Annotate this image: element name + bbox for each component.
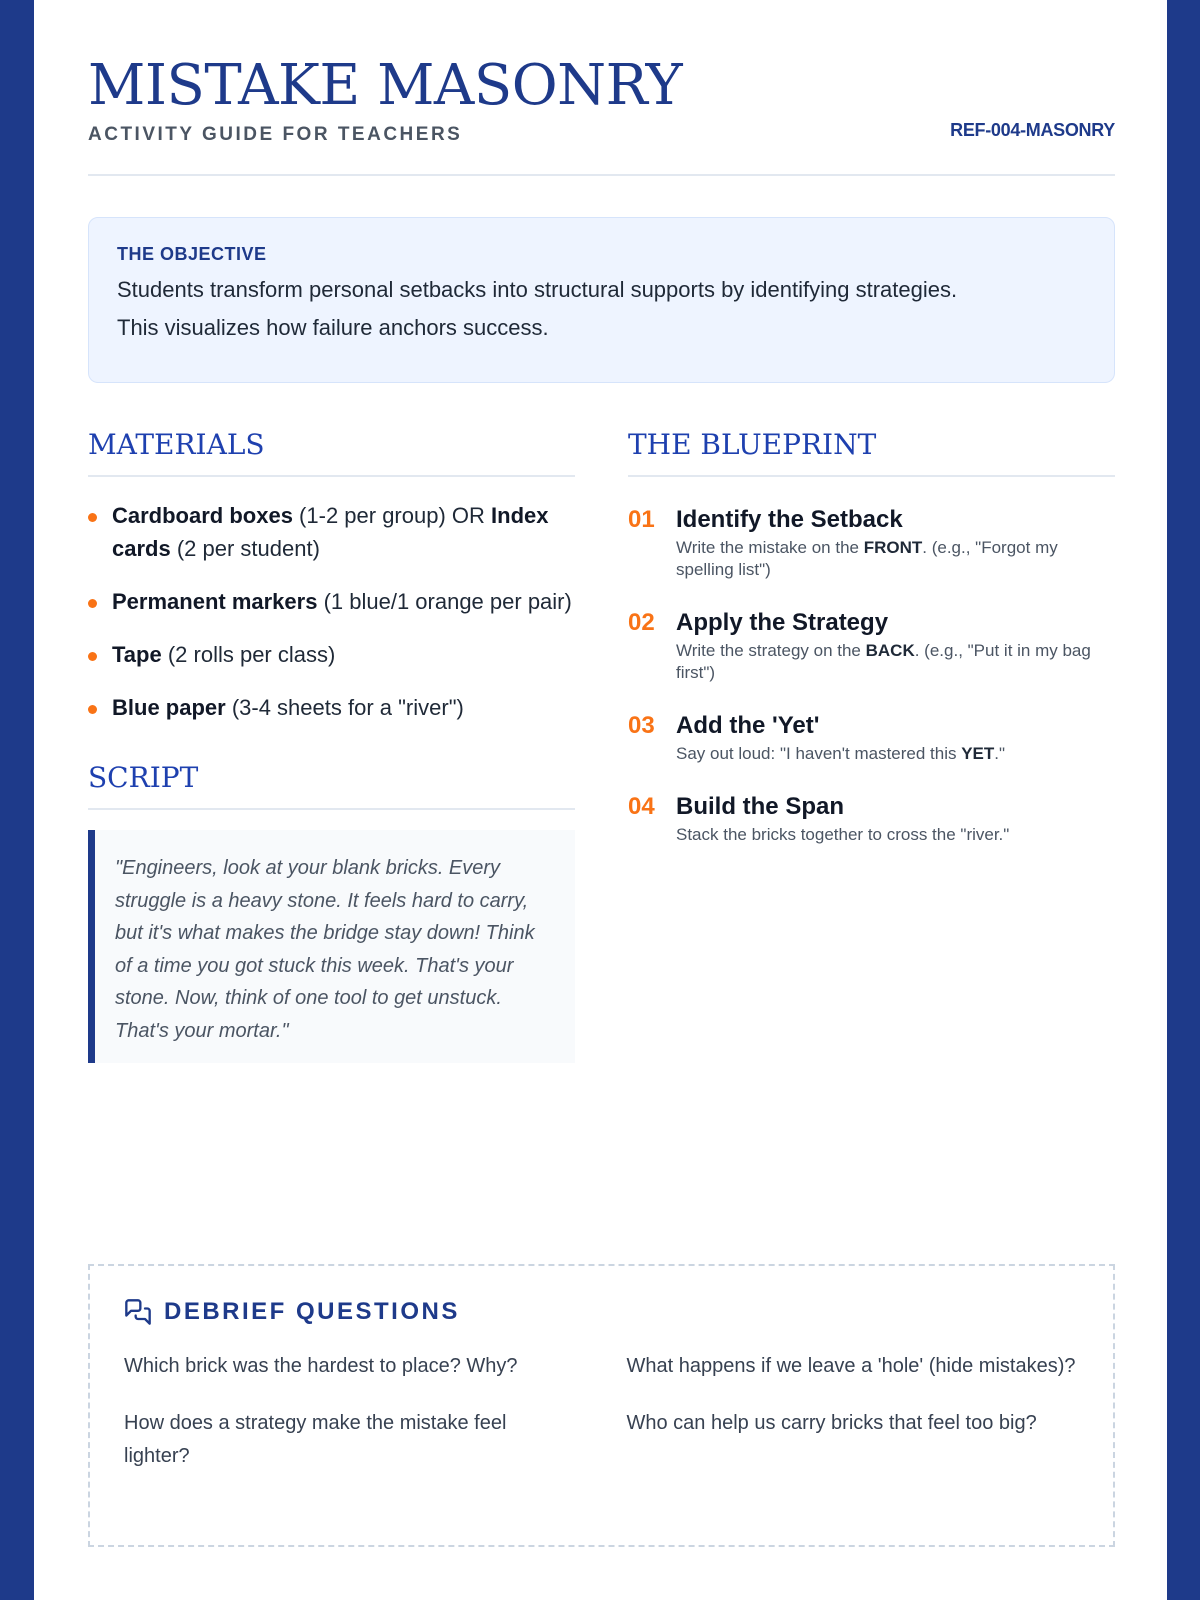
materials-list xyxy=(88,499,575,724)
material-name: Index cards xyxy=(112,503,549,561)
chat-bubbles-icon xyxy=(124,1298,152,1326)
material-name: Cardboard boxes xyxy=(112,503,293,528)
material-item xyxy=(88,691,575,724)
right-column xyxy=(628,425,1115,873)
material-detail: (3-4 sheets for a "river") xyxy=(225,695,464,720)
step-text: Write the strategy on the xyxy=(676,641,866,660)
debrief-question: Which brick was the hardest to place? Why? xyxy=(124,1355,518,1377)
step-number: 01 xyxy=(628,506,655,533)
step-body xyxy=(676,608,1115,684)
step-body xyxy=(676,711,1115,765)
step-text: Say out loud: "I haven't mastered this xyxy=(676,744,962,763)
material-item xyxy=(88,638,575,671)
step-description xyxy=(676,640,1115,684)
bullet-icon xyxy=(88,652,97,661)
script-heading: SCRIPT xyxy=(88,758,575,810)
debrief-box xyxy=(88,1264,1115,1547)
material-detail: (2 per student) xyxy=(170,536,320,561)
step-description xyxy=(676,537,1115,581)
step-item xyxy=(628,711,1115,765)
step-keyword: FRONT xyxy=(863,538,923,557)
step-body xyxy=(676,792,1115,846)
step-number: 02 xyxy=(628,609,655,636)
debrief-question: What happens if we leave a 'hole' (hide mistakes)? xyxy=(626,1355,1076,1377)
step-description xyxy=(676,743,1115,765)
step-description xyxy=(676,824,1115,846)
objective-text-line-1: Students transform personal setbacks into structural supports by identifying strategies. xyxy=(117,277,958,302)
material-name: Permanent markers xyxy=(112,589,318,614)
step-text: Stack the bricks together to cross the "river." xyxy=(676,825,1010,844)
material-detail: (2 rolls per class) xyxy=(161,642,336,667)
material-name: Tape xyxy=(112,642,162,667)
step-text: Write the mistake on the xyxy=(676,538,864,557)
reference-code: REF-004-MASONRY xyxy=(950,120,1115,140)
step-text: ." xyxy=(994,744,1006,763)
material-item xyxy=(88,585,575,618)
step-text: . (e.g., "Forgot my spelling list") xyxy=(676,538,1058,579)
objective-text xyxy=(117,271,1086,347)
bullet-icon xyxy=(88,705,97,714)
left-column xyxy=(88,425,575,1063)
step-keyword: BACK xyxy=(865,641,915,660)
debrief-question: Who can help us carry bricks that feel too big? xyxy=(626,1412,1037,1434)
objective-text-line-2: This visualizes how failure anchors success. xyxy=(117,315,549,340)
debrief-heading: DEBRIEF QUESTIONS xyxy=(164,1298,460,1325)
step-text: . (e.g., "Put it in my bag first") xyxy=(676,641,1091,682)
step-number: 04 xyxy=(628,793,655,820)
page-title: MISTAKE MASONRY xyxy=(88,53,683,118)
material-detail: (1-2 per group) OR xyxy=(292,503,492,528)
debrief-questions xyxy=(124,1350,1079,1473)
objective-label: THE OBJECTIVE xyxy=(117,244,267,264)
step-title: Build the Span xyxy=(676,793,844,820)
materials-heading: MATERIALS xyxy=(88,425,575,477)
page xyxy=(34,0,1167,1600)
step-item xyxy=(628,608,1115,684)
debrief-header xyxy=(124,1298,1079,1326)
step-number: 03 xyxy=(628,712,655,739)
step-title: Add the 'Yet' xyxy=(676,712,820,739)
debrief-question: How does a strategy make the mistake feel lighter? xyxy=(124,1412,507,1467)
step-title: Identify the Setback xyxy=(676,506,903,533)
step-title: Apply the Strategy xyxy=(676,609,889,636)
header xyxy=(88,54,1115,176)
material-name: Blue paper xyxy=(112,695,226,720)
blueprint-heading: THE BLUEPRINT xyxy=(628,425,1115,477)
bullet-icon xyxy=(88,599,97,608)
material-item xyxy=(88,499,575,565)
material-detail: (1 blue/1 orange per pair) xyxy=(317,589,572,614)
bullet-icon xyxy=(88,513,97,522)
step-body xyxy=(676,505,1115,581)
step-keyword: YET xyxy=(961,744,995,763)
script-quote: "Engineers, look at your blank bricks. Every struggle is a heavy stone. It feels hard to carry, but it's what makes the bridge stay down! Think of a time you got stuck this week. That's your stone. Now, think of one tool to get unstuck. That's your mortar." xyxy=(88,830,575,1063)
step-item xyxy=(628,792,1115,846)
objective-box xyxy=(88,217,1115,383)
blueprint-steps xyxy=(628,505,1115,846)
step-item xyxy=(628,505,1115,581)
page-subtitle: ACTIVITY GUIDE FOR TEACHERS xyxy=(88,124,463,145)
